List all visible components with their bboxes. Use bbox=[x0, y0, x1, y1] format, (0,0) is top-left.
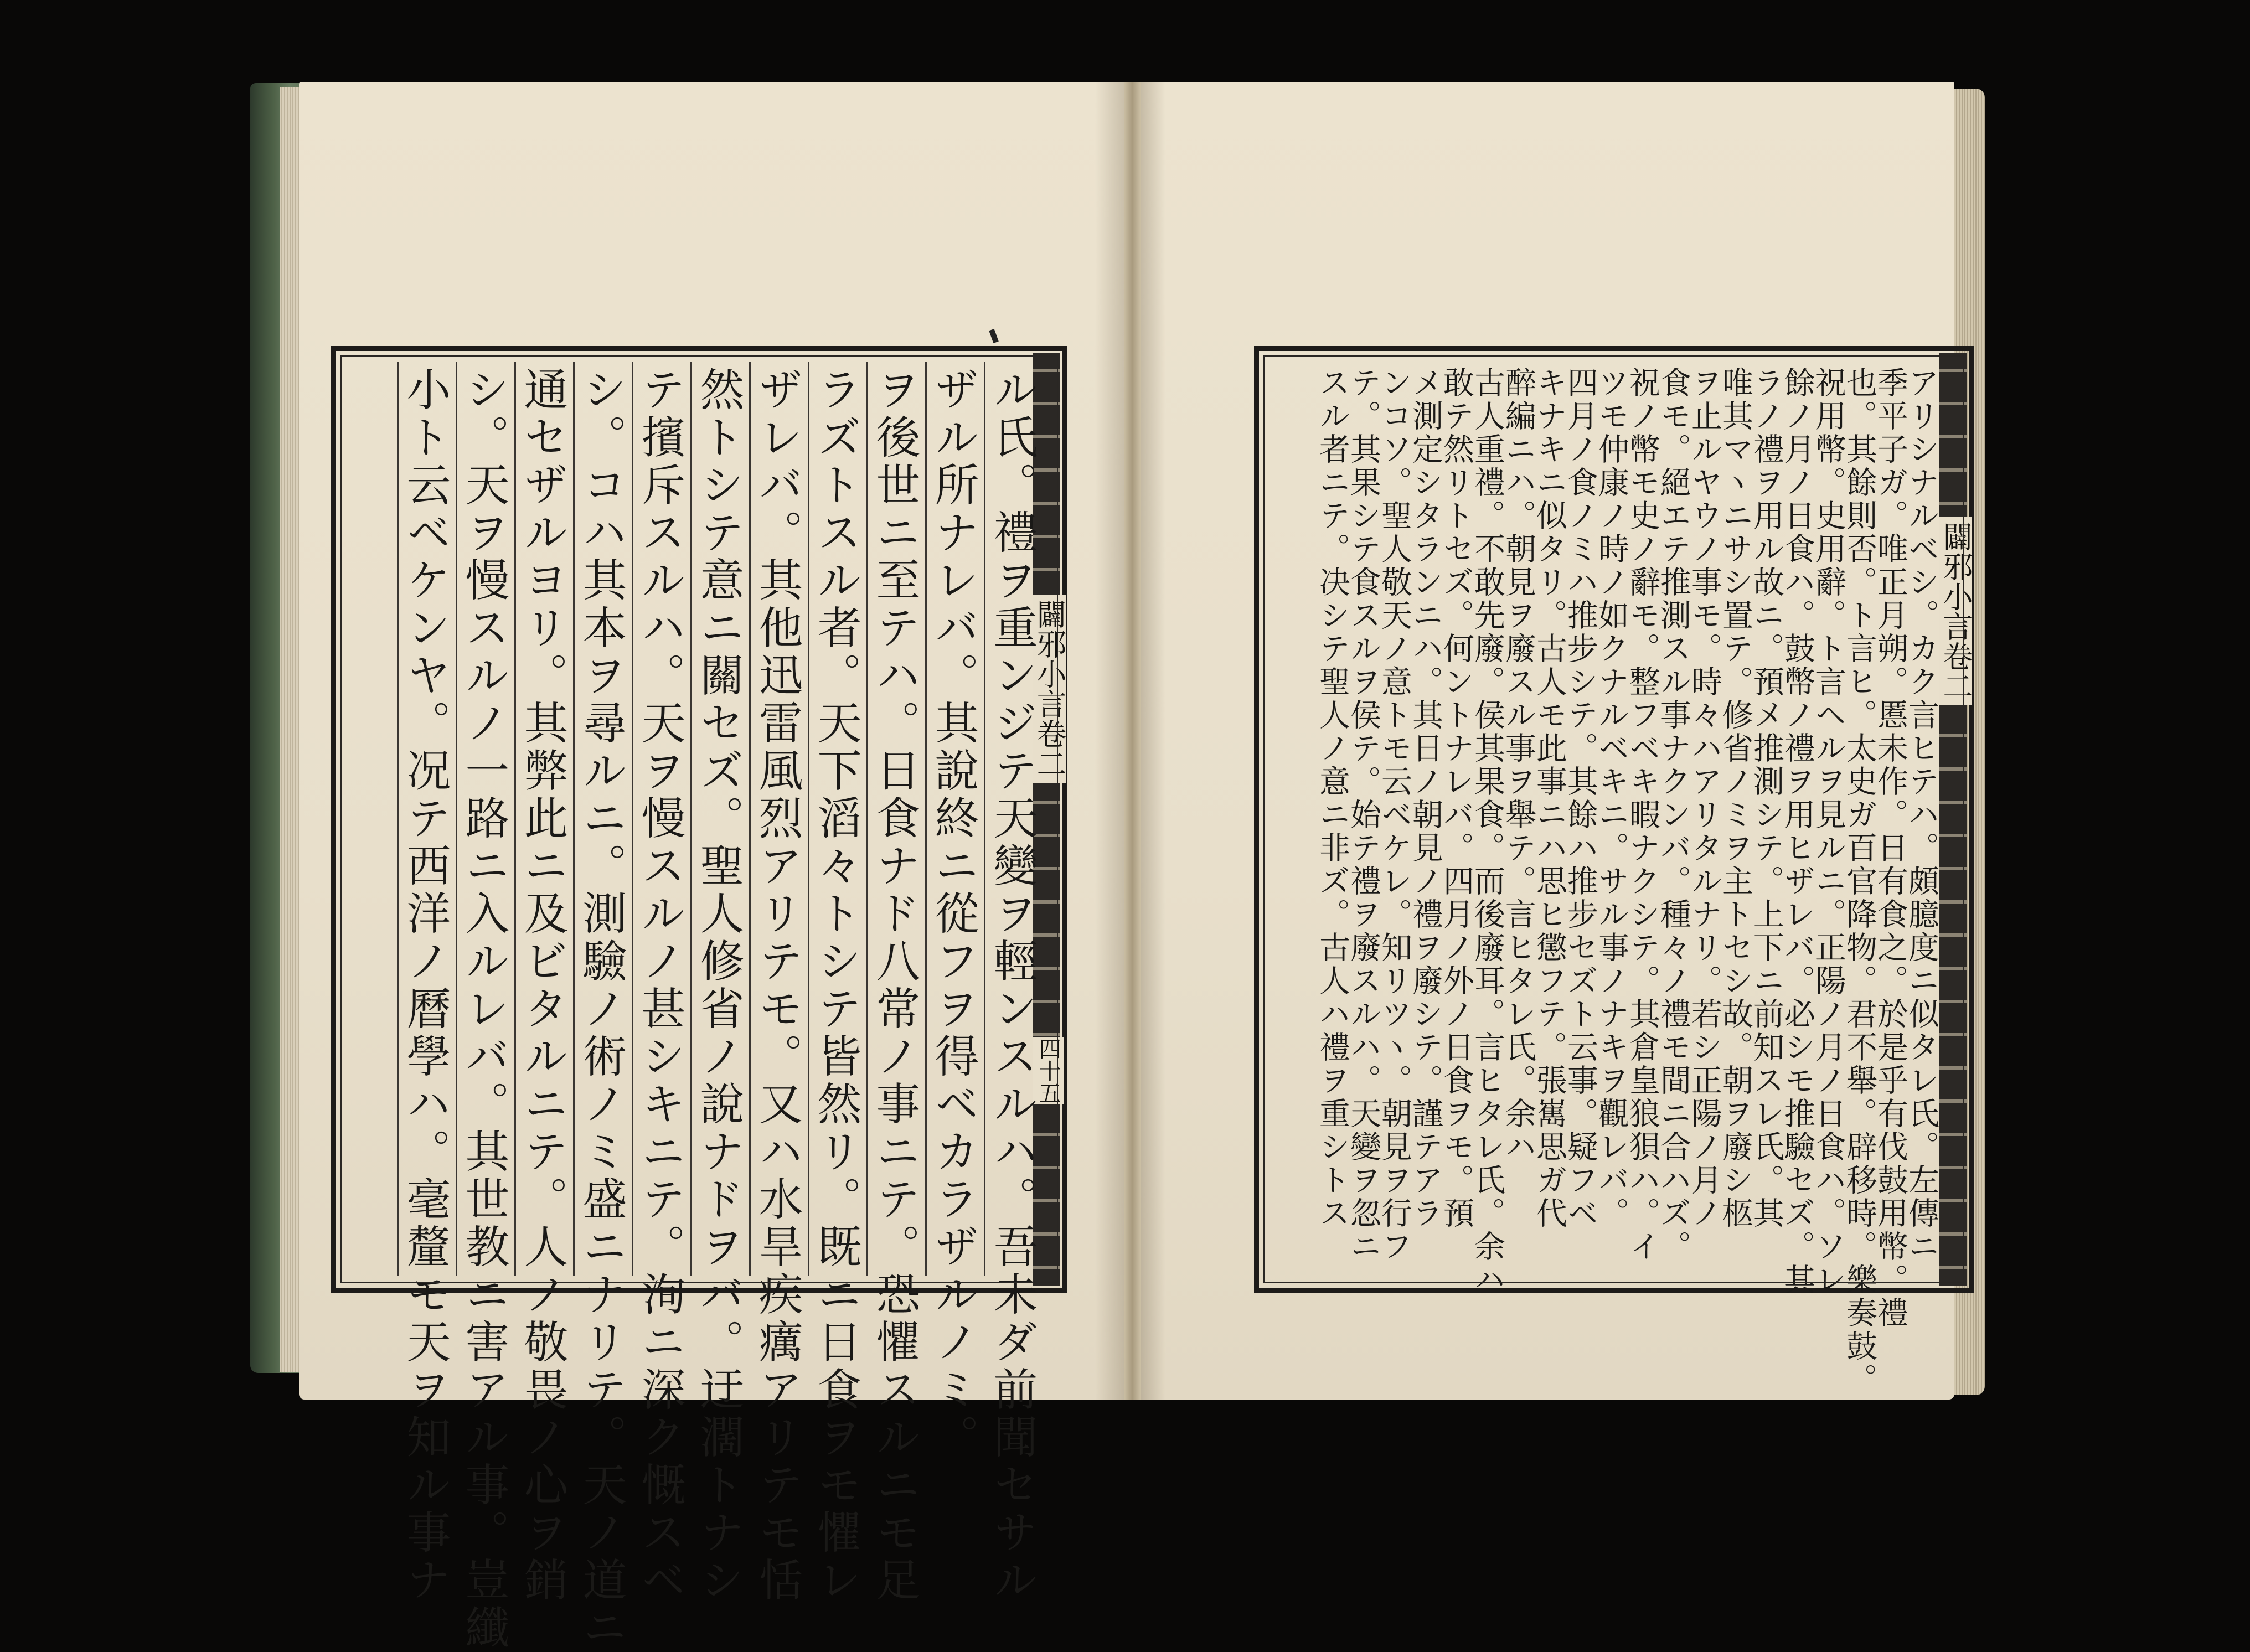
text-column: スル者ニテ。决シテ聖人ノ意ニ非ズ。古人ハ禮ヲ重シトス bbox=[1314, 366, 1350, 1230]
text-column: テ擯斥スルハ。天ヲ慢スルノ甚シキニテ。洵ニ深ク慨スベ bbox=[634, 366, 685, 1604]
column-rule bbox=[925, 362, 927, 1276]
text-column: 敢テ然リトセズ。何ントナレバ。四月ノ外ノ日食ヲモ。預 bbox=[1438, 366, 1474, 1230]
text-column: 四月ノ食ノミハ推步シテ。其餘ハ推步セズト云事。疑フベ bbox=[1562, 366, 1598, 1230]
text-column: ル氏。禮ヲ重ンジテ天變ヲ輕ンスルハ。吾未ダ前聞セサル bbox=[986, 366, 1038, 1604]
text-column: 季平子ガ。唯正月朔。慝未作。日有食之。於是乎有伐鼓用幣。禮 bbox=[1872, 366, 1908, 1330]
folio-number: 四十五 bbox=[1033, 1037, 1064, 1104]
text-column: ンコソ。聖人敬天ノ意トモ云ベケレ。知リツヽ。朝見ヲ行フ bbox=[1376, 366, 1412, 1263]
column-rule bbox=[690, 362, 692, 1276]
text-column: 古人重禮。不敢先廢。侯其果食。而後廢耳。言ヒタレ氏。余ハ bbox=[1469, 366, 1505, 1297]
book-gutter bbox=[1124, 82, 1141, 1400]
text-column: メ測定シタランニハ。其日ノ朝見ノ禮ヲ廢シテ。謹テアラ bbox=[1407, 366, 1443, 1230]
text-column: シ。コハ其本ヲ尋ルニ。測驗ノ術ノミ盛ニナリテ。天ノ道ニ bbox=[575, 366, 627, 1652]
text-column: ラズトスル者。天下滔々トシテ皆然リ。既ニ日食ヲモ懼レ bbox=[810, 366, 861, 1604]
column-rule bbox=[749, 362, 751, 1276]
text-column: ヲ止ルヤウノ事モ。時々ハアリタルナリ。若シ正陽ノ月ノ bbox=[1686, 366, 1722, 1230]
text-column: 唯其マヽニサシ置テ。修省ノミヲ主トセシ故。朝ヲ廢シ柩 bbox=[1717, 366, 1753, 1230]
column-rule bbox=[632, 362, 633, 1276]
left-text-block bbox=[331, 346, 1067, 1652]
column-rule bbox=[573, 362, 575, 1276]
text-column: 通セザルヨリ。其弊此ニ及ビタルニテ。人ノ敬畏ノ心ヲ銷 bbox=[517, 366, 568, 1604]
text-column: 餘ノ月ノ日食ハ。鼓幣ノ禮ヲ用ヒザレバ。必シモ推驗セズ。其 bbox=[1779, 366, 1815, 1297]
running-title-right: 闢邪小言卷二 bbox=[1939, 517, 1972, 705]
text-column: 也。其餘則否。ト言ヒ。太史ガ百官降物。君不舉。辟移時。樂奏鼓。 bbox=[1841, 366, 1877, 1396]
text-column: 醉編ニハ。朝見ヲ廢スル事ヲ舉テ。言ヒタレ氏。余ハ bbox=[1500, 366, 1536, 1164]
left-margin-strip bbox=[1033, 353, 1060, 1286]
text-column: シ。天ヲ慢スルノ一路ニ入ルレバ。其世教ニ害アル事。豈纖 bbox=[458, 366, 509, 1652]
text-column: ラノ禮ヲ用ル故ニ。預メ推測シテ。上下ニ前知スレ氏。其 bbox=[1748, 366, 1784, 1230]
column-rule bbox=[866, 362, 868, 1276]
text-column: 祝ノ幣モ史ノ辭モ。整フベキ暇ナクシテ。其倉皇狼狽ハ。イ bbox=[1624, 366, 1660, 1263]
right-margin-strip bbox=[1939, 353, 1967, 1286]
text-column: ザル所ナレバ。其說終ニ從フヲ得ベカラザルノミ。 bbox=[927, 366, 979, 1462]
column-rule bbox=[514, 362, 516, 1276]
text-column: ヲ後世ニ至テハ。日食ナド八常ノ事ニテ。恐懼スルニモ足 bbox=[869, 366, 920, 1604]
text-column: テ。其果シテ食スルヲ侯テ。始テ禮ヲ廢スルハ。天變ヲ忽ニ bbox=[1345, 366, 1381, 1263]
column-rule bbox=[984, 362, 985, 1276]
right-text-block bbox=[1254, 346, 1974, 1396]
text-column: ツモ仲康ノ時ノ如クナルベキニ。サル事ノナキヲ觀レバ。 bbox=[1593, 366, 1629, 1230]
text-column: キナキニ似タリ。古人モ此事ニハ思ヒ懲フテ。張嶲思ガ代 bbox=[1531, 366, 1567, 1230]
running-title-left: 闢邪小言卷二 bbox=[1033, 595, 1066, 783]
text-column: 然トシテ意ニ關セズ。聖人修省ノ說ナドヲバ。迂濶トナシ bbox=[693, 366, 744, 1604]
text-column: ザレバ。其他迅雷風烈アリテモ。又ハ水旱疾癘アリテモ恬 bbox=[751, 366, 803, 1604]
column-rule bbox=[397, 362, 399, 1276]
text-column: アリシナルベシ。カク言ヒテハ。頗臆度ニ似タレ氏。左傳ニ bbox=[1903, 366, 1939, 1263]
column-rule bbox=[456, 362, 457, 1276]
text-column: 小ト云ベケンヤ。况テ西洋ノ曆學ハ。毫釐モ天ヲ知ル事ナ bbox=[399, 366, 451, 1604]
text-column: 祝用幣。史用辭。ト言ヘルヲ見ルニ。正陽ノ月ノ日食ハ。ソレ bbox=[1810, 366, 1846, 1297]
column-rule bbox=[808, 362, 809, 1276]
text-column: 食モ。絕エテ推測スル事ナクンバ。種々ノ禮モ間ニ合ハズ。 bbox=[1655, 366, 1691, 1263]
